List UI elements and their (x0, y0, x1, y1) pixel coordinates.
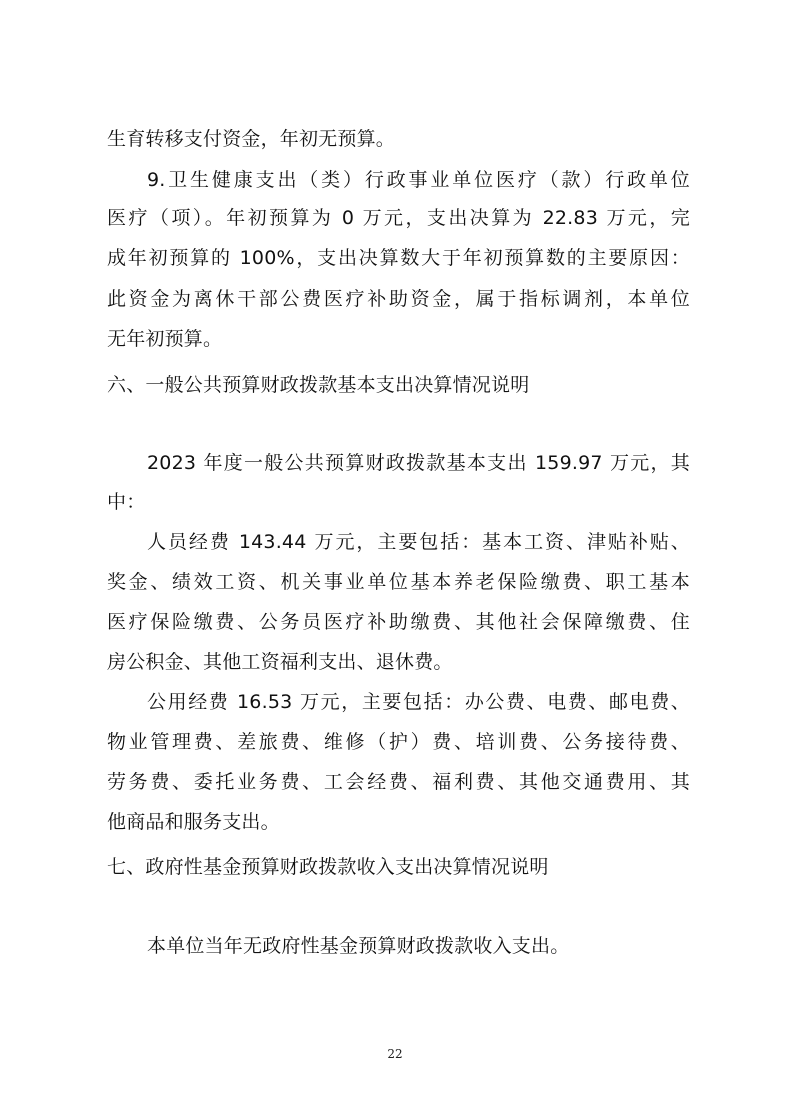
paragraph-line: 此资金为离休干部公费医疗补助资金，属于指标调剂，本单位 (107, 288, 690, 310)
paragraph-line: 房公积金、其他工资福利支出、退休费。 (107, 651, 453, 673)
section-heading: 七、政府性基金预算财政拨款收入支出决算情况说明 (107, 856, 549, 878)
paragraph-line: 医疗（项）。年初预算为 0 万元，支出决算为 22.83 万元，完 (107, 207, 690, 229)
paragraph-line: 奖金、绩效工资、机关事业单位基本养老保险缴费、职工基本 (107, 571, 690, 593)
paragraph-line: 物业管理费、差旅费、维修（护）费、培训费、公务接待费、 (107, 731, 690, 753)
paragraph-line: 本单位当年无政府性基金预算财政拨款收入支出。 (147, 935, 570, 957)
paragraph-line: 成年初预算的 100%，支出决算数大于年初预算数的主要原因： (107, 247, 690, 269)
paragraph-line: 公用经费 16.53 万元，主要包括：办公费、电费、邮电费、 (147, 691, 690, 713)
paragraph-line: 生育转移支付资金，年初无预算。 (107, 128, 396, 150)
paragraph-line: 劳务费、委托业务费、工会经费、福利费、其他交通费用、其 (107, 771, 690, 793)
paragraph-line: 9.卫生健康支出（类）行政事业单位医疗（款）行政单位 (147, 169, 690, 191)
section-heading: 六、一般公共预算财政拨款基本支出决算情况说明 (107, 374, 530, 396)
paragraph-line: 他商品和服务支出。 (107, 811, 280, 833)
paragraph-line: 中： (107, 491, 146, 513)
paragraph-line: 人员经费 143.44 万元，主要包括：基本工资、津贴补贴、 (147, 531, 690, 553)
paragraph-line: 医疗保险缴费、公务员医疗补助缴费、其他社会保障缴费、住 (107, 611, 690, 633)
paragraph-line: 无年初预算。 (107, 328, 223, 350)
paragraph-line: 2023 年度一般公共预算财政拨款基本支出 159.97 万元，其 (147, 452, 690, 474)
page-number: 22 (387, 1047, 403, 1061)
